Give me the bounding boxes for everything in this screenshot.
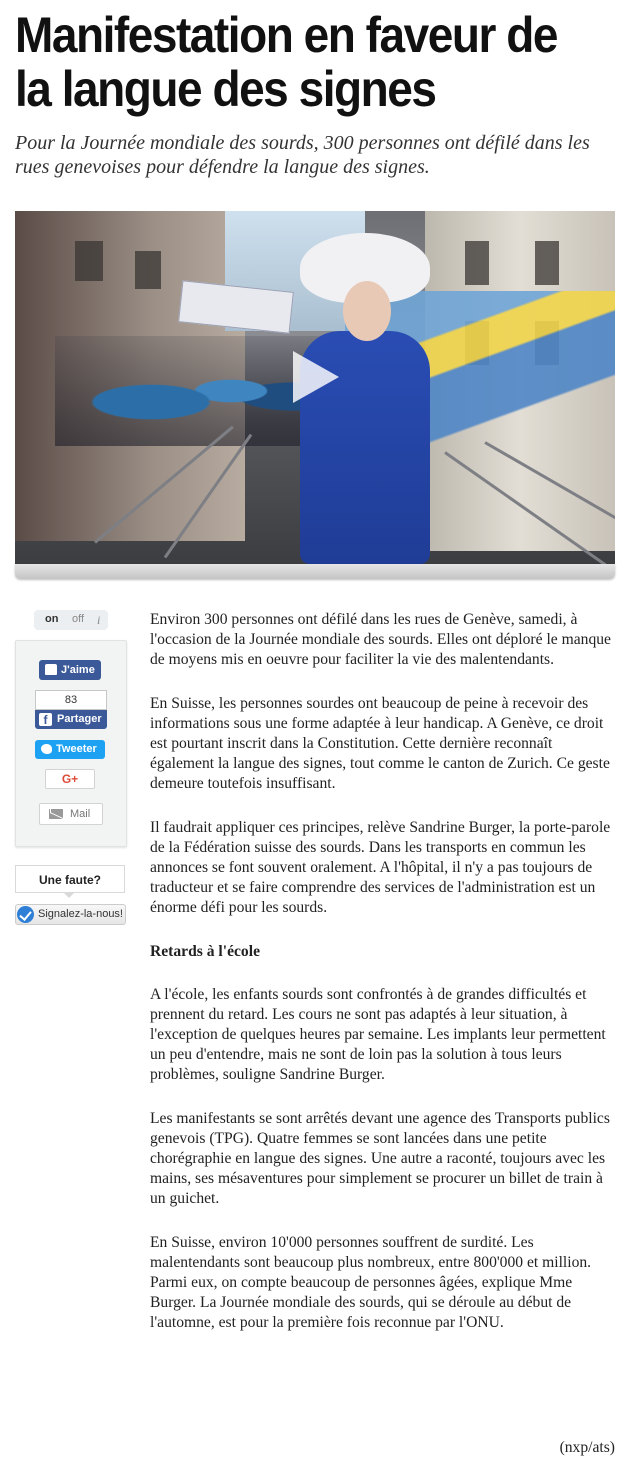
report-error-button[interactable] bbox=[15, 904, 126, 925]
play-icon[interactable] bbox=[293, 351, 339, 403]
facebook-share-count: 83 bbox=[35, 690, 107, 710]
mail-label: Mail bbox=[70, 808, 91, 820]
article-title: Manifestation en faveur de la langue des signes bbox=[15, 7, 557, 117]
video-control-bar[interactable] bbox=[15, 564, 615, 579]
error-report-question: Une faute? bbox=[15, 865, 125, 893]
facebook-f-icon: f bbox=[39, 713, 52, 726]
google-plus-button[interactable]: G+ bbox=[45, 769, 95, 789]
mail-button[interactable] bbox=[39, 803, 103, 825]
video-frame-window bbox=[135, 251, 161, 289]
checkmark-icon bbox=[17, 906, 34, 923]
error-report-tooltip-arrow bbox=[64, 893, 74, 898]
article-paragraph: Environ 300 personnes ont défilé dans les rues de Genève, samedi, à l'occasion de la Journée mondiale des sourds. Elles ont déploré le manque de moyens mis en oeuvre pour faciliter la vie des malentendants. bbox=[150, 611, 611, 668]
facebook-like-label: J'aime bbox=[61, 664, 95, 676]
video-frame-window bbox=[465, 241, 489, 285]
video-player[interactable] bbox=[15, 211, 615, 564]
article-paragraph: En Suisse, environ 10'000 personnes souffrent de surdité. Les malentendants sont beaucoup plus nombreux, entre 800'000 et million. Parmi eux, on compte beaucoup de personnes âgées, explique Mme Burger. La Journée mondiale des sourds, qui se déroule au début de l'automne, est pour la première fois reconnue par l'ONU. bbox=[150, 1234, 592, 1331]
facebook-share-label: Partager bbox=[57, 713, 102, 725]
facebook-like-button[interactable] bbox=[39, 660, 101, 680]
tweet-label: Tweeter bbox=[56, 743, 97, 755]
facebook-share-button[interactable] bbox=[35, 710, 107, 729]
toggle-on-label[interactable]: on bbox=[45, 613, 59, 625]
article-paragraph: Il faudrait appliquer ces principes, relève Sandrine Burger, la porte-parole de la Fédération suisse des sourds. Dans les transports en commun les annonces se font souvent oralement. A l'hôpital, il n'y a pas toujours de traducteur et se faire comprendre des services de l'administration est un énorme défi pour les sourds. bbox=[150, 819, 611, 916]
toggle-off-label[interactable]: off bbox=[72, 613, 85, 625]
article-byline: (nxp/ats) bbox=[559, 1439, 615, 1456]
social-share-panel bbox=[15, 640, 127, 847]
article-paragraph: Les manifestants se sont arrêtés devant une agence des Transports publics genevois (TPG). Quatre femmes se sont lancées dans une petite chorégraphie en langue des signes. Une autre a raconté, toujours avec les mains, ses mésaventures pour simplement se procurer un billet de train à un guichet. bbox=[150, 1110, 610, 1207]
video-frame-face bbox=[343, 281, 391, 341]
article-paragraph: A l'école, les enfants sourds sont confrontés à de grandes difficultés et prennent du retard. Les cours ne sont pas adaptés à leur situation, à l'exception de quelques heures par semaine. Les implants leur permettent un peu d'entendre, mais ne sont de loin pas la solution à tous leurs problèmes, souligne Sandrine Burger. bbox=[150, 986, 606, 1083]
article-body bbox=[150, 610, 618, 1357]
twitter-bird-icon bbox=[41, 744, 52, 754]
report-error-label: Signalez-la-nous! bbox=[38, 908, 123, 920]
info-icon[interactable]: i bbox=[97, 613, 101, 627]
facebook-thumb-icon bbox=[45, 664, 57, 675]
video-frame-window bbox=[535, 241, 559, 285]
mail-envelope-icon bbox=[49, 809, 63, 819]
article-subheading: Retards à l'école bbox=[150, 943, 260, 960]
social-privacy-toggle[interactable] bbox=[34, 610, 108, 630]
video-frame-window bbox=[75, 241, 103, 281]
article-paragraph: En Suisse, les personnes sourdes ont beaucoup de peine à recevoir des informations sous une forme adaptée à leur handicap. A Genève, ce droit est pourtant inscrit dans la Constitution. Cette dernière reconnaît également la langue des signes, tout comme le canton de Zurich. Ce geste demeure toutefois insuffisant. bbox=[150, 695, 610, 792]
article-lead: Pour la Journée mondiale des sourds, 300 personnes ont défilé dans les rues genevoises pour défendre la langue des signes. bbox=[15, 132, 590, 178]
tweet-button[interactable] bbox=[35, 740, 105, 759]
